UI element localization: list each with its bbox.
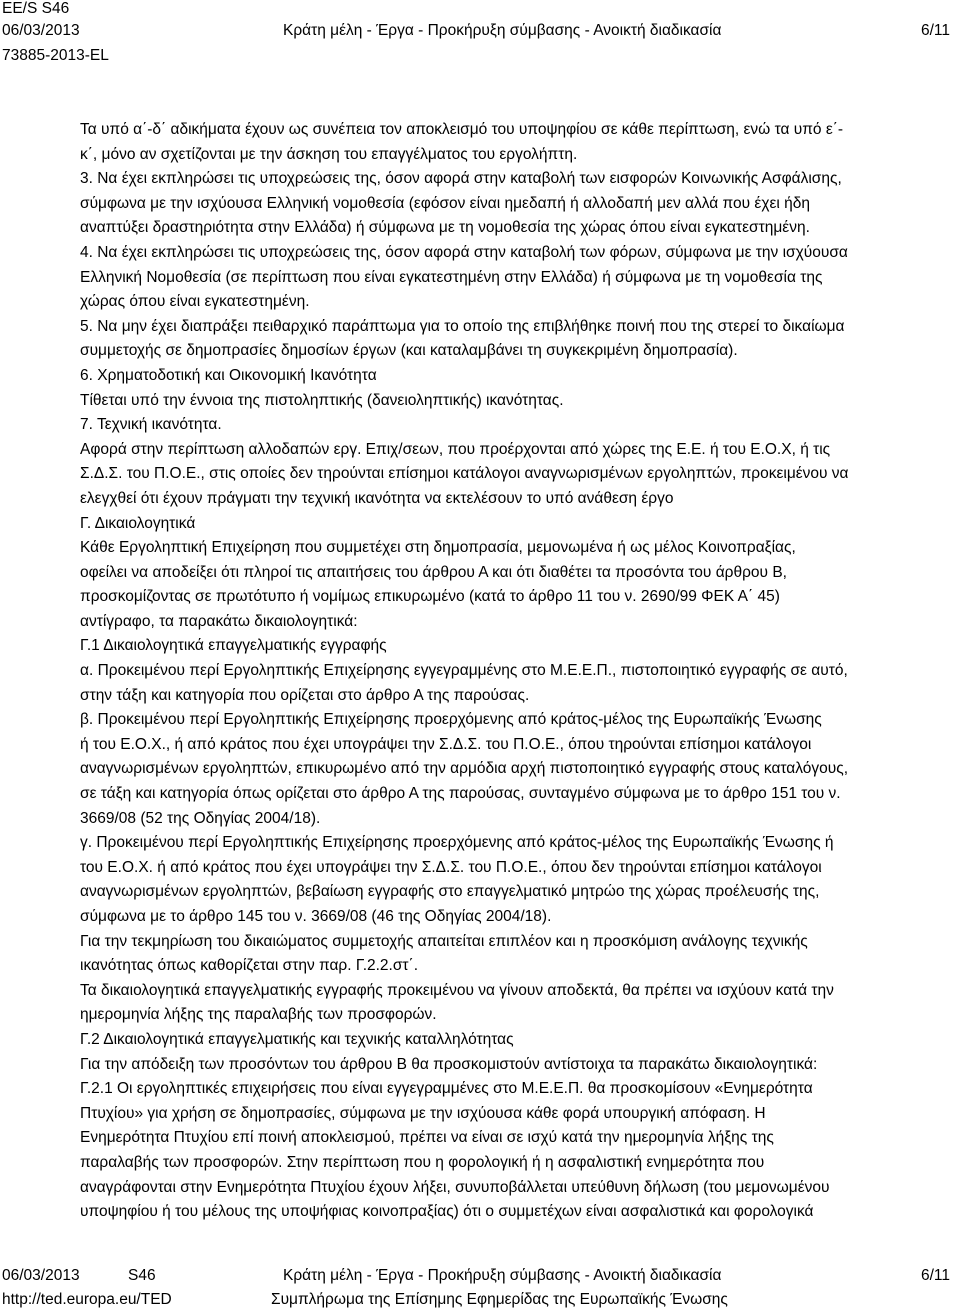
body-line: αναγνωρισμένων εργοληπτών, επικυρωμένο από την αρμόδια αρχή πιστοποιητικό εγγραφής στους καταλόγους, xyxy=(80,760,849,778)
body-line: Αφορά στην περίπτωση αλλοδαπών εργ. Επιχ/σεων, που προέρχονται από χώρες της Ε.Ε. ή του Ε.Ο.Χ, ή τις xyxy=(80,440,831,458)
body-line: του Ε.Ο.Χ. ή από κράτος που έχει υπογράψει την Σ.Δ.Σ. του Π.Ο.Ε., όπου δεν τηρούνται επίσημοι κατάλογοι xyxy=(80,858,822,876)
body-line: 3. Να έχει εκπληρώσει τις υποχρεώσεις της, όσον αφορά στην καταβολή των εισφορών Κοινωνικής Ασφάλισης, xyxy=(80,170,842,188)
body-line: παραλαβής των προσφορών. Στην περίπτωση που η φορολογική ή η ασφαλιστική ενημερότητα που xyxy=(80,1153,765,1171)
body-line: αναγνωρισμένων εργοληπτών, βεβαίωση εγγραφής στο επαγγελματικό μητρώο της χώρας προέλευσής της, xyxy=(80,883,820,901)
body-line: ελεγχθεί ότι έχουν πράγματι την τεχνική ικανότητα να εκτελέσουν το υπό ανάθεση έργο xyxy=(80,489,674,507)
body-line: αναπτύξει δραστηριότητα στην Ελλάδα) ή σύμφωνα με τη νομοθεσία της χώρας όπου είναι εγκατεστημένη. xyxy=(80,219,810,237)
body-line: Για την τεκμηρίωση του δικαιώματος συμμετοχής απαιτείται επιπλέον και η προσκόμιση ανάλογης τεχνικής xyxy=(80,932,808,950)
body-line: ικανότητας όπως καθορίζεται στην παρ. Γ.2.2.στ΄. xyxy=(80,957,419,975)
footer-series: S46 xyxy=(128,1267,156,1284)
header-doc-id: 73885-2013-EL xyxy=(2,47,109,64)
body-line: 4. Να έχει εκπληρώσει τις υποχρεώσεις της, όσον αφορά στην καταβολή των φόρων, σύμφωνα με την ισχύουσα xyxy=(80,243,848,261)
header-doc-type: EE/S S46 xyxy=(2,0,70,17)
body-line: χώρας όπου είναι εγκατεστημένη. xyxy=(80,293,310,311)
document-body xyxy=(80,118,940,1225)
body-line: κ΄, μόνο αν σχετίζονται με την άσκηση του επαγγέλματος του εργολήπτη. xyxy=(80,145,578,163)
body-line: γ. Προκειμένου περί Εργοληπτικής Επιχείρησης προερχόμενης από κράτος-μέλος της Ευρωπαϊκής Ένωσης ή xyxy=(80,834,834,852)
body-line: υποψηφίου ή του μέλους της υποψήφιας κοινοπραξίας) ότι ο συμμετέχων είναι ασφαλιστικά και φορολογικά xyxy=(80,1203,814,1221)
body-line: β. Προκειμένου περί Εργοληπτικής Επιχείρησης προερχόμενης από κράτος-μέλος της Ευρωπαϊκής Ένωσης xyxy=(80,711,822,729)
header-date: 06/03/2013 xyxy=(2,22,80,39)
body-line: Σ.Δ.Σ. του Π.Ο.Ε., στις οποίες δεν τηρούνται επίσημοι κατάλογοι αναγνωρισμένων εργοληπτών, προκειμένου να xyxy=(80,465,849,483)
body-line: Τα υπό α΄-δ΄ αδικήματα έχουν ως συνέπεια τον αποκλεισμό του υποψηφίου σε κάθε περίπτωση, ενώ τα υπό ε΄- xyxy=(80,121,844,138)
footer-url: http://ted.europa.eu/TED xyxy=(2,1291,172,1308)
footer-date: 06/03/2013 xyxy=(2,1267,80,1284)
body-line: οφείλει να αποδείξει ότι πληροί τις απαιτήσεις του άρθρου Α και ότι διαθέτει τα προσόντα του άρθρου Β, xyxy=(80,563,787,581)
body-line: στην τάξη και κατηγορία που ορίζεται στο άρθρο Α της παρούσας. xyxy=(80,686,530,704)
body-line: 5. Να μην έχει διαπράξει πειθαρχικό παράπτωμα για το οποίο της επιβλήθηκε ποινή που της στερεί το δικαίωμα xyxy=(80,317,845,335)
body-line: Πτυχίου» για χρήση σε δημοπρασίες, σύμφωνα με την ισχύουσα κάθε φορά υπουργική απόφαση. Η xyxy=(80,1104,766,1122)
body-line: ή του Ε.Ο.Χ., ή από κράτος που έχει υπογράψει την Σ.Δ.Σ. του Π.Ο.Ε., όπου τηρούνται επίσημοι κατάλογοι xyxy=(80,735,812,753)
body-line: Γ.1 Δικαιολογητικά επαγγελματικής εγγραφής xyxy=(80,637,387,655)
body-line: Ελληνική Νομοθεσία (σε περίπτωση που είναι εγκατεστημένη στην Ελλάδα) ή σύμφωνα με τη νομοθεσία της xyxy=(80,268,823,286)
body-line: 6. Χρηματοδοτική και Οικονομική Ικανότητα xyxy=(80,366,377,384)
body-line: Για την απόδειξη των προσόντων του άρθρου Β θα προσκομιστούν αντίστοιχα τα παρακάτω δικαιολογητικά: xyxy=(80,1055,818,1073)
body-line: σε τάξη και κατηγορία όπως ορίζεται στο άρθρο Α της παρούσας, συνταγμένο σύμφωνα με το άρθρο 151 του ν. xyxy=(80,785,841,803)
body-line: προσκομίζοντας σε πρωτότυπο ή νομίμως επικυρωμένο (κατά το άρθρο 11 του ν. 2690/99 ΦΕΚ Α΄ 45) xyxy=(80,588,780,606)
header-title: Κράτη μέλη - Έργα - Προκήρυξη σύμβασης - Ανοικτή διαδικασία xyxy=(283,22,722,39)
body-line: σύμφωνα με το άρθρο 145 του ν. 3669/08 (46 της Οδηγίας 2004/18). xyxy=(80,908,552,925)
body-line: Γ.2 Δικαιολογητικά επαγγελματικής και τεχνικής καταλληλότητας xyxy=(80,1030,514,1048)
footer-supplement: Συμπλήρωμα της Επίσημης Εφημερίδας της Ευρωπαϊκής Ένωσης xyxy=(271,1291,728,1308)
footer-title: Κράτη μέλη - Έργα - Προκήρυξη σύμβασης - Ανοικτή διαδικασία xyxy=(283,1267,722,1284)
footer-page-number: 6/11 xyxy=(921,1267,951,1284)
body-line: σύμφωνα με την ισχύουσα Ελληνική νομοθεσία (εφόσον είναι ημεδαπή ή αλλοδαπή μεν αλλά που έχει ήδη xyxy=(80,194,810,212)
body-line: Κάθε Εργοληπτική Επιχείρηση που συμμετέχει στη δημοπρασία, μεμονωμένα ή ως μέλος Κοινοπραξίας, xyxy=(80,539,796,557)
body-line: Ενημερότητα Πτυχίου επί ποινή αποκλεισμού, πρέπει να είναι σε ισχύ κατά την ημερομηνία λήξης της xyxy=(80,1129,774,1147)
body-line: ημερομηνία λήξης της παραλαβής των προσφορών. xyxy=(80,1006,437,1024)
body-line: Γ.2.1 Οι εργοληπτικές επιχειρήσεις που είναι εγγεγραμμένες στο Μ.Ε.Ε.Π. θα προσκομίσουν «Ενημερότητα xyxy=(80,1080,813,1098)
body-line: Τα δικαιολογητικά επαγγελματικής εγγραφής προκειμένου να γίνουν αποδεκτά, θα πρέπει να ισχύουν κατά την xyxy=(80,981,834,999)
body-line: Γ. Δικαιολογητικά xyxy=(80,514,196,532)
body-line: αναγράφονται στην Ενημερότητα Πτυχίου έχουν λήξει, συνυποβάλλεται υπεύθυνη δήλωση (του μεμονωμένου xyxy=(80,1178,830,1196)
body-line: συμμετοχής σε δημοπρασίες δημοσίων έργων (και καταλαμβάνει τη συγκεκριμένη δημοπρασία). xyxy=(80,342,738,360)
body-line: 7. Τεχνική ικανότητα. xyxy=(80,416,222,434)
body-line: 3669/08 (52 της Οδηγίας 2004/18). xyxy=(80,809,321,827)
header-page-number: 6/11 xyxy=(921,22,951,39)
body-line: αντίγραφο, τα παρακάτω δικαιολογητικά: xyxy=(80,612,358,630)
body-line: Τίθεται υπό την έννοια της πιστοληπτικής (δανειοληπτικής) ικανότητας. xyxy=(80,391,564,409)
body-line: α. Προκειμένου περί Εργοληπτικής Επιχείρησης εγγεγραμμένης στο Μ.Ε.Ε.Π., πιστοποιητικό εγγραφής σε αυτό, xyxy=(80,662,848,680)
